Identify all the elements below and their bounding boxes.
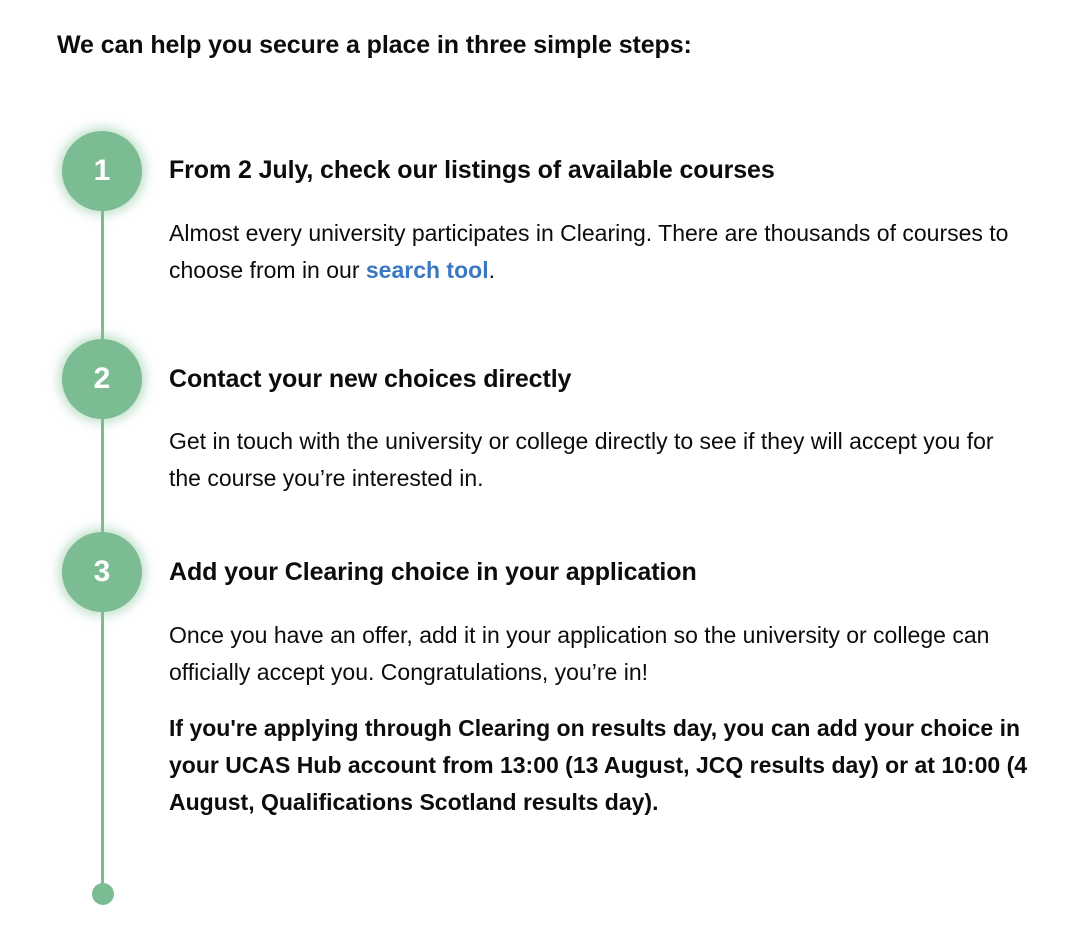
step-3-badge: 3 xyxy=(62,532,142,612)
step-1-title: From 2 July, check our listings of available courses xyxy=(169,156,775,184)
step-3-title: Add your Clearing choice in your application xyxy=(169,558,697,586)
step-1-text xyxy=(169,215,1029,289)
step-2-text: Get in touch with the university or college directly to see if they will accept you for the course you’re interested in. xyxy=(169,428,994,491)
intro-heading: We can help you secure a place in three simple steps: xyxy=(57,31,692,59)
step-2-title: Contact your new choices directly xyxy=(169,365,572,393)
timeline-end-dot xyxy=(92,883,114,905)
search-tool-link[interactable]: search tool xyxy=(365,257,489,283)
step-1-text-after-link: . xyxy=(488,257,495,283)
step-3-note: If you're applying through Clearing on results day, you can add your choice in your UCAS Hub account from 13:00 (13 August, JCQ results day) or at 10:00 (4 August, Qualifications Scotland results day). xyxy=(169,715,1028,815)
step-1-text-before-link: Almost every university participates in Clearing. There are thousands of courses to choose from in our xyxy=(169,220,1009,283)
step-1-badge: 1 xyxy=(62,131,142,211)
step-3-text: Once you have an offer, add it in your application so the university or college can officially accept you. Congratulations, you’re in! xyxy=(169,622,990,685)
step-2-badge: 2 xyxy=(62,339,142,419)
